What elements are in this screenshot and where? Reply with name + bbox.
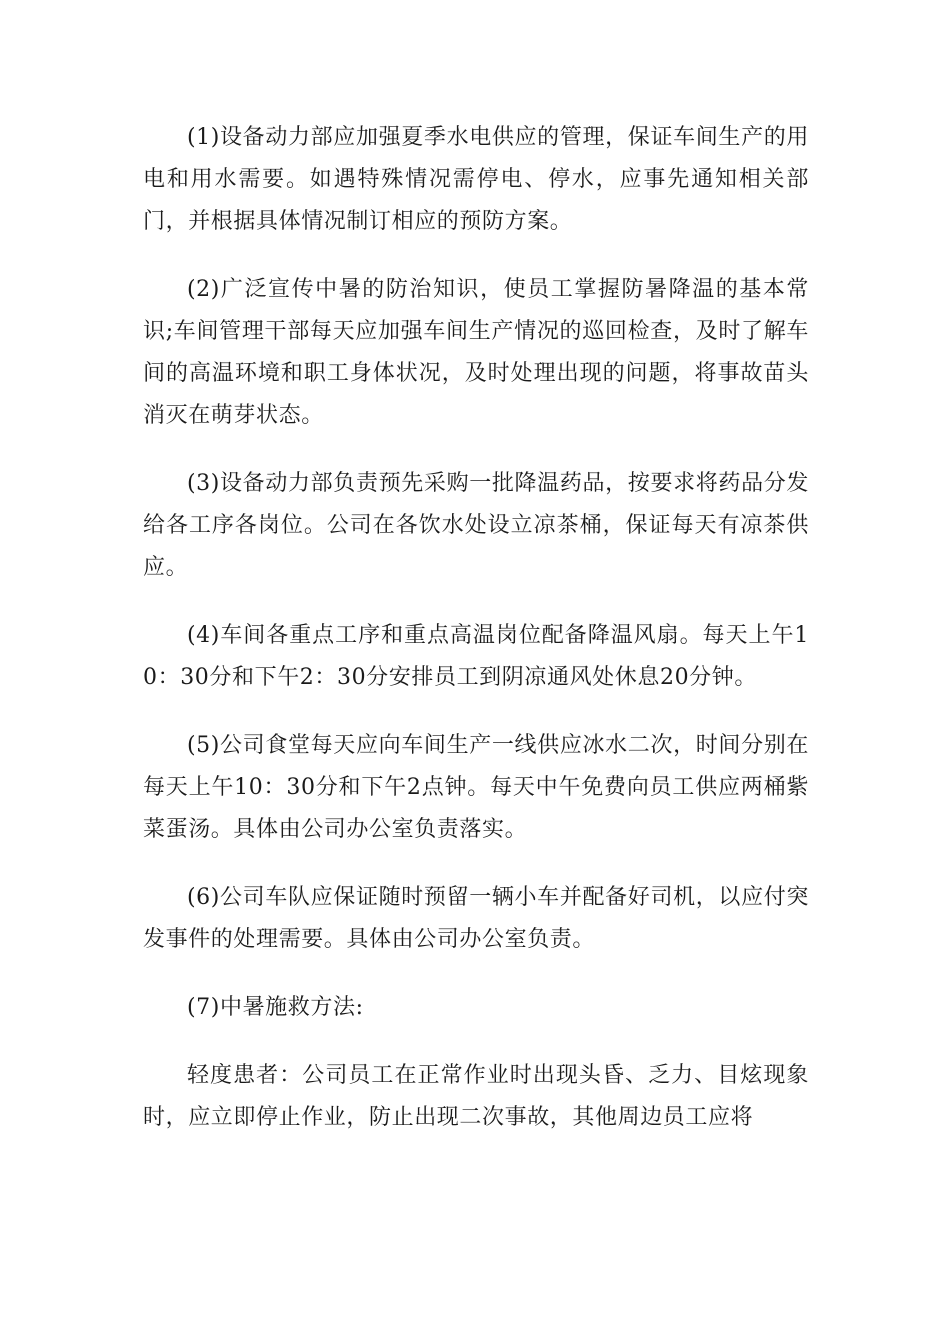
paragraph-2: (2)广泛宣传中暑的防治知识，使员工掌握防暑降温的基本常识;车间管理干部每天应加强车间生产情况的巡回检查，及时了解车间的高温环境和职工身体状况，及时处理出现的问题，将事故苗头消灭在萌芽状态。 [143, 277, 809, 428]
paragraph-5: (5)公司食堂每天应向车间生产一线供应冰水二次，时间分别在每天上午10：30分和下午2点钟。每天中午免费向员工供应两桶紫菜蛋汤。具体由公司办公室负责落实。 [143, 733, 809, 842]
paragraph-6: (6)公司车队应保证随时预留一辆小车并配备好司机，以应付突发事件的处理需要。具体由公司办公室负责。 [143, 885, 809, 952]
document-body [143, 117, 809, 1165]
paragraph-8: 轻度患者：公司员工在正常作业时出现头昏、乏力、目炫现象时，应立即停止作业，防止出现二次事故，其他周边员工应将 [143, 1063, 809, 1130]
paragraph-1: (1)设备动力部应加强夏季水电供应的管理，保证车间生产的用电和用水需要。如遇特殊情况需停电、停水，应事先通知相关部门，并根据具体情况制订相应的预防方案。 [143, 125, 809, 234]
paragraph-7: (7)中暑施救方法: [187, 995, 364, 1020]
paragraph-4: (4)车间各重点工序和重点高温岗位配备降温风扇。每天上午10：30分和下午2：30分安排员工到阴凉通风处休息20分钟。 [143, 623, 809, 690]
paragraph-3: (3)设备动力部负责预先采购一批降温药品，按要求将药品分发给各工序各岗位。公司在各饮水处设立凉茶桶，保证每天有凉茶供应。 [143, 471, 809, 580]
